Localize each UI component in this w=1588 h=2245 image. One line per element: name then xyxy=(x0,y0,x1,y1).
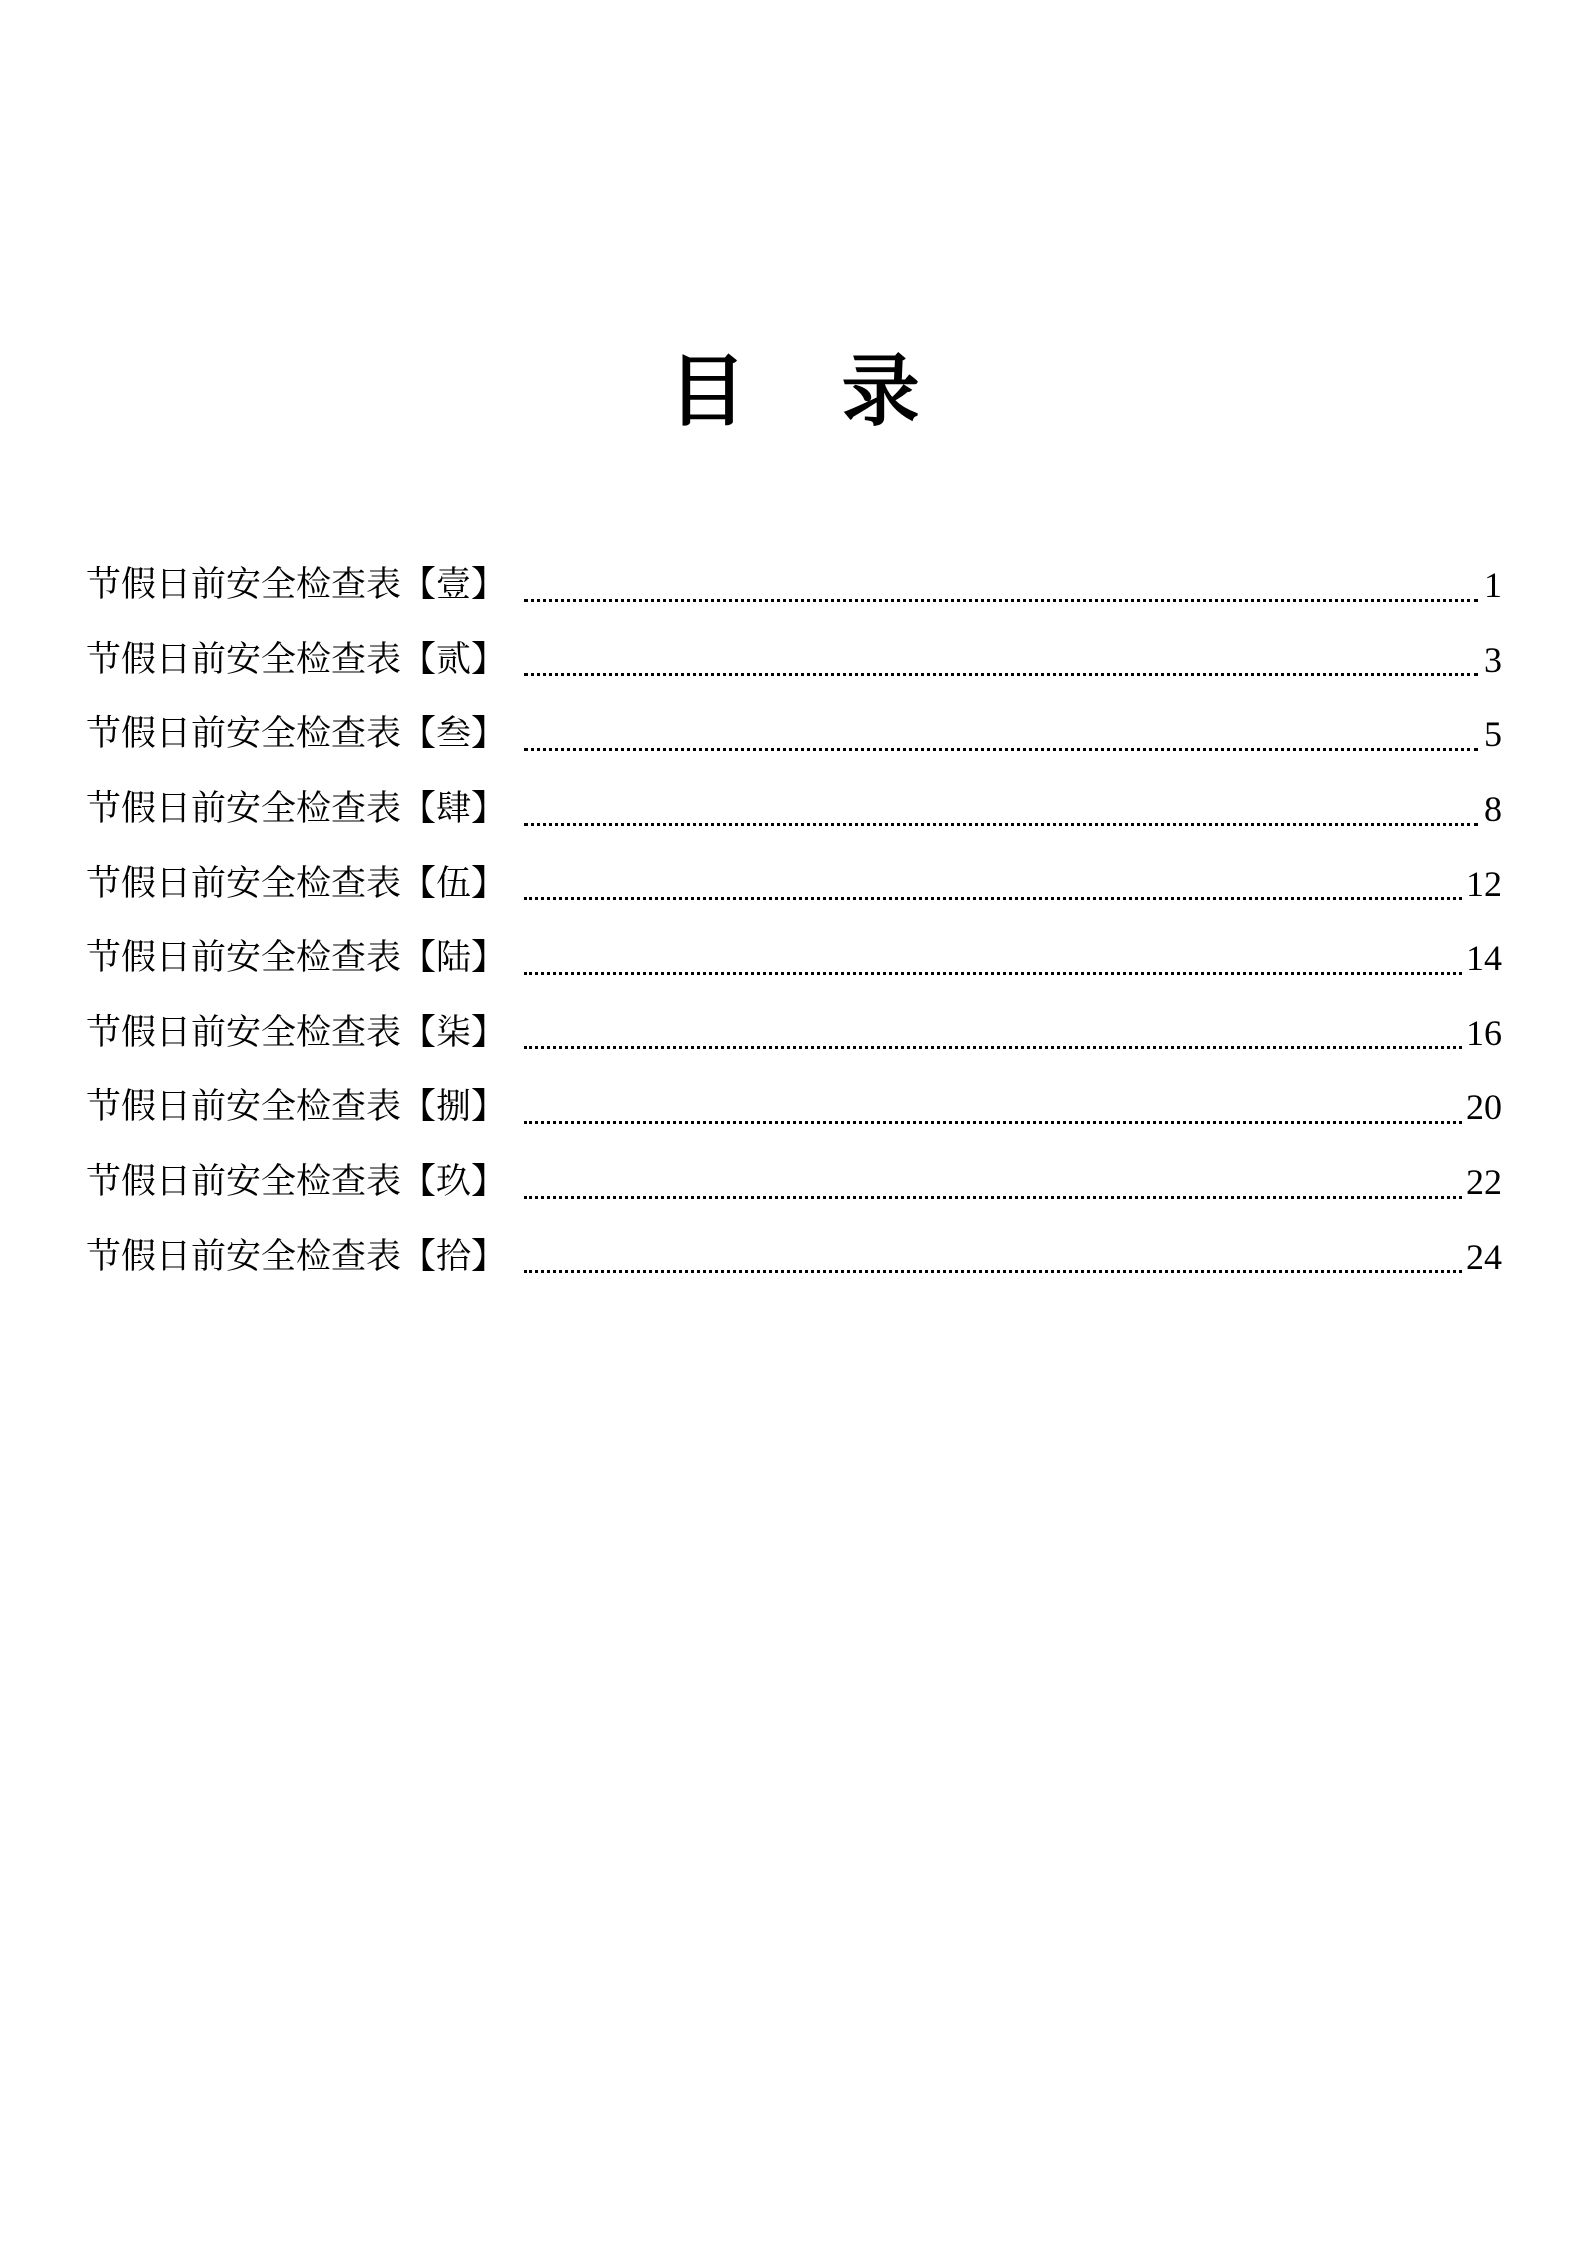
toc-page-number: 22 xyxy=(1466,1162,1502,1203)
dot-leader xyxy=(524,960,1462,975)
toc-entry[interactable] xyxy=(86,697,1502,772)
toc-entry[interactable] xyxy=(86,1219,1502,1294)
toc-entry[interactable] xyxy=(86,1145,1502,1220)
toc-entry-label: 节假日前安全检查表【伍】 xyxy=(86,863,507,904)
toc-entry-label: 节假日前安全检查表【捌】 xyxy=(86,1087,507,1128)
toc-page-number: 14 xyxy=(1466,938,1502,979)
toc-entry[interactable] xyxy=(86,623,1502,698)
toc-page-number: 3 xyxy=(1484,639,1502,680)
dot-leader xyxy=(524,661,1478,676)
toc-page-number: 8 xyxy=(1484,789,1502,830)
toc-entry-label: 节假日前安全检查表【叁】 xyxy=(86,714,507,755)
toc-entry-label: 节假日前安全检查表【柒】 xyxy=(86,1012,507,1053)
dot-leader xyxy=(524,1258,1462,1273)
toc-entry-label: 节假日前安全检查表【肆】 xyxy=(86,789,507,830)
dot-leader xyxy=(524,1109,1462,1124)
toc-entry-label: 节假日前安全检查表【玖】 xyxy=(86,1162,507,1203)
toc-entry[interactable] xyxy=(86,772,1502,847)
toc-entry[interactable] xyxy=(86,921,1502,996)
dot-leader xyxy=(524,736,1478,751)
toc-entry[interactable] xyxy=(86,996,1502,1071)
toc-entry-label: 节假日前安全检查表【拾】 xyxy=(86,1236,507,1277)
toc-page-number: 20 xyxy=(1466,1087,1502,1128)
toc-entry-label: 节假日前安全检查表【贰】 xyxy=(86,639,507,680)
toc-page-number: 12 xyxy=(1466,863,1502,904)
toc-page-number: 24 xyxy=(1466,1236,1502,1277)
toc-entry[interactable] xyxy=(86,1070,1502,1145)
toc-title: 目 录 xyxy=(668,346,954,437)
dot-leader xyxy=(524,1034,1462,1049)
dot-leader xyxy=(524,885,1462,900)
table-of-contents xyxy=(86,548,1502,1294)
dot-leader xyxy=(524,587,1478,602)
toc-page-number: 1 xyxy=(1484,565,1502,606)
toc-entry-label: 节假日前安全检查表【陆】 xyxy=(86,938,507,979)
toc-entry-label: 节假日前安全检查表【壹】 xyxy=(86,565,507,606)
toc-entry[interactable] xyxy=(86,846,1502,921)
toc-page-number: 16 xyxy=(1466,1012,1502,1053)
toc-page-number: 5 xyxy=(1484,714,1502,755)
toc-entry[interactable] xyxy=(86,548,1502,623)
dot-leader xyxy=(524,811,1478,826)
dot-leader xyxy=(524,1184,1462,1199)
